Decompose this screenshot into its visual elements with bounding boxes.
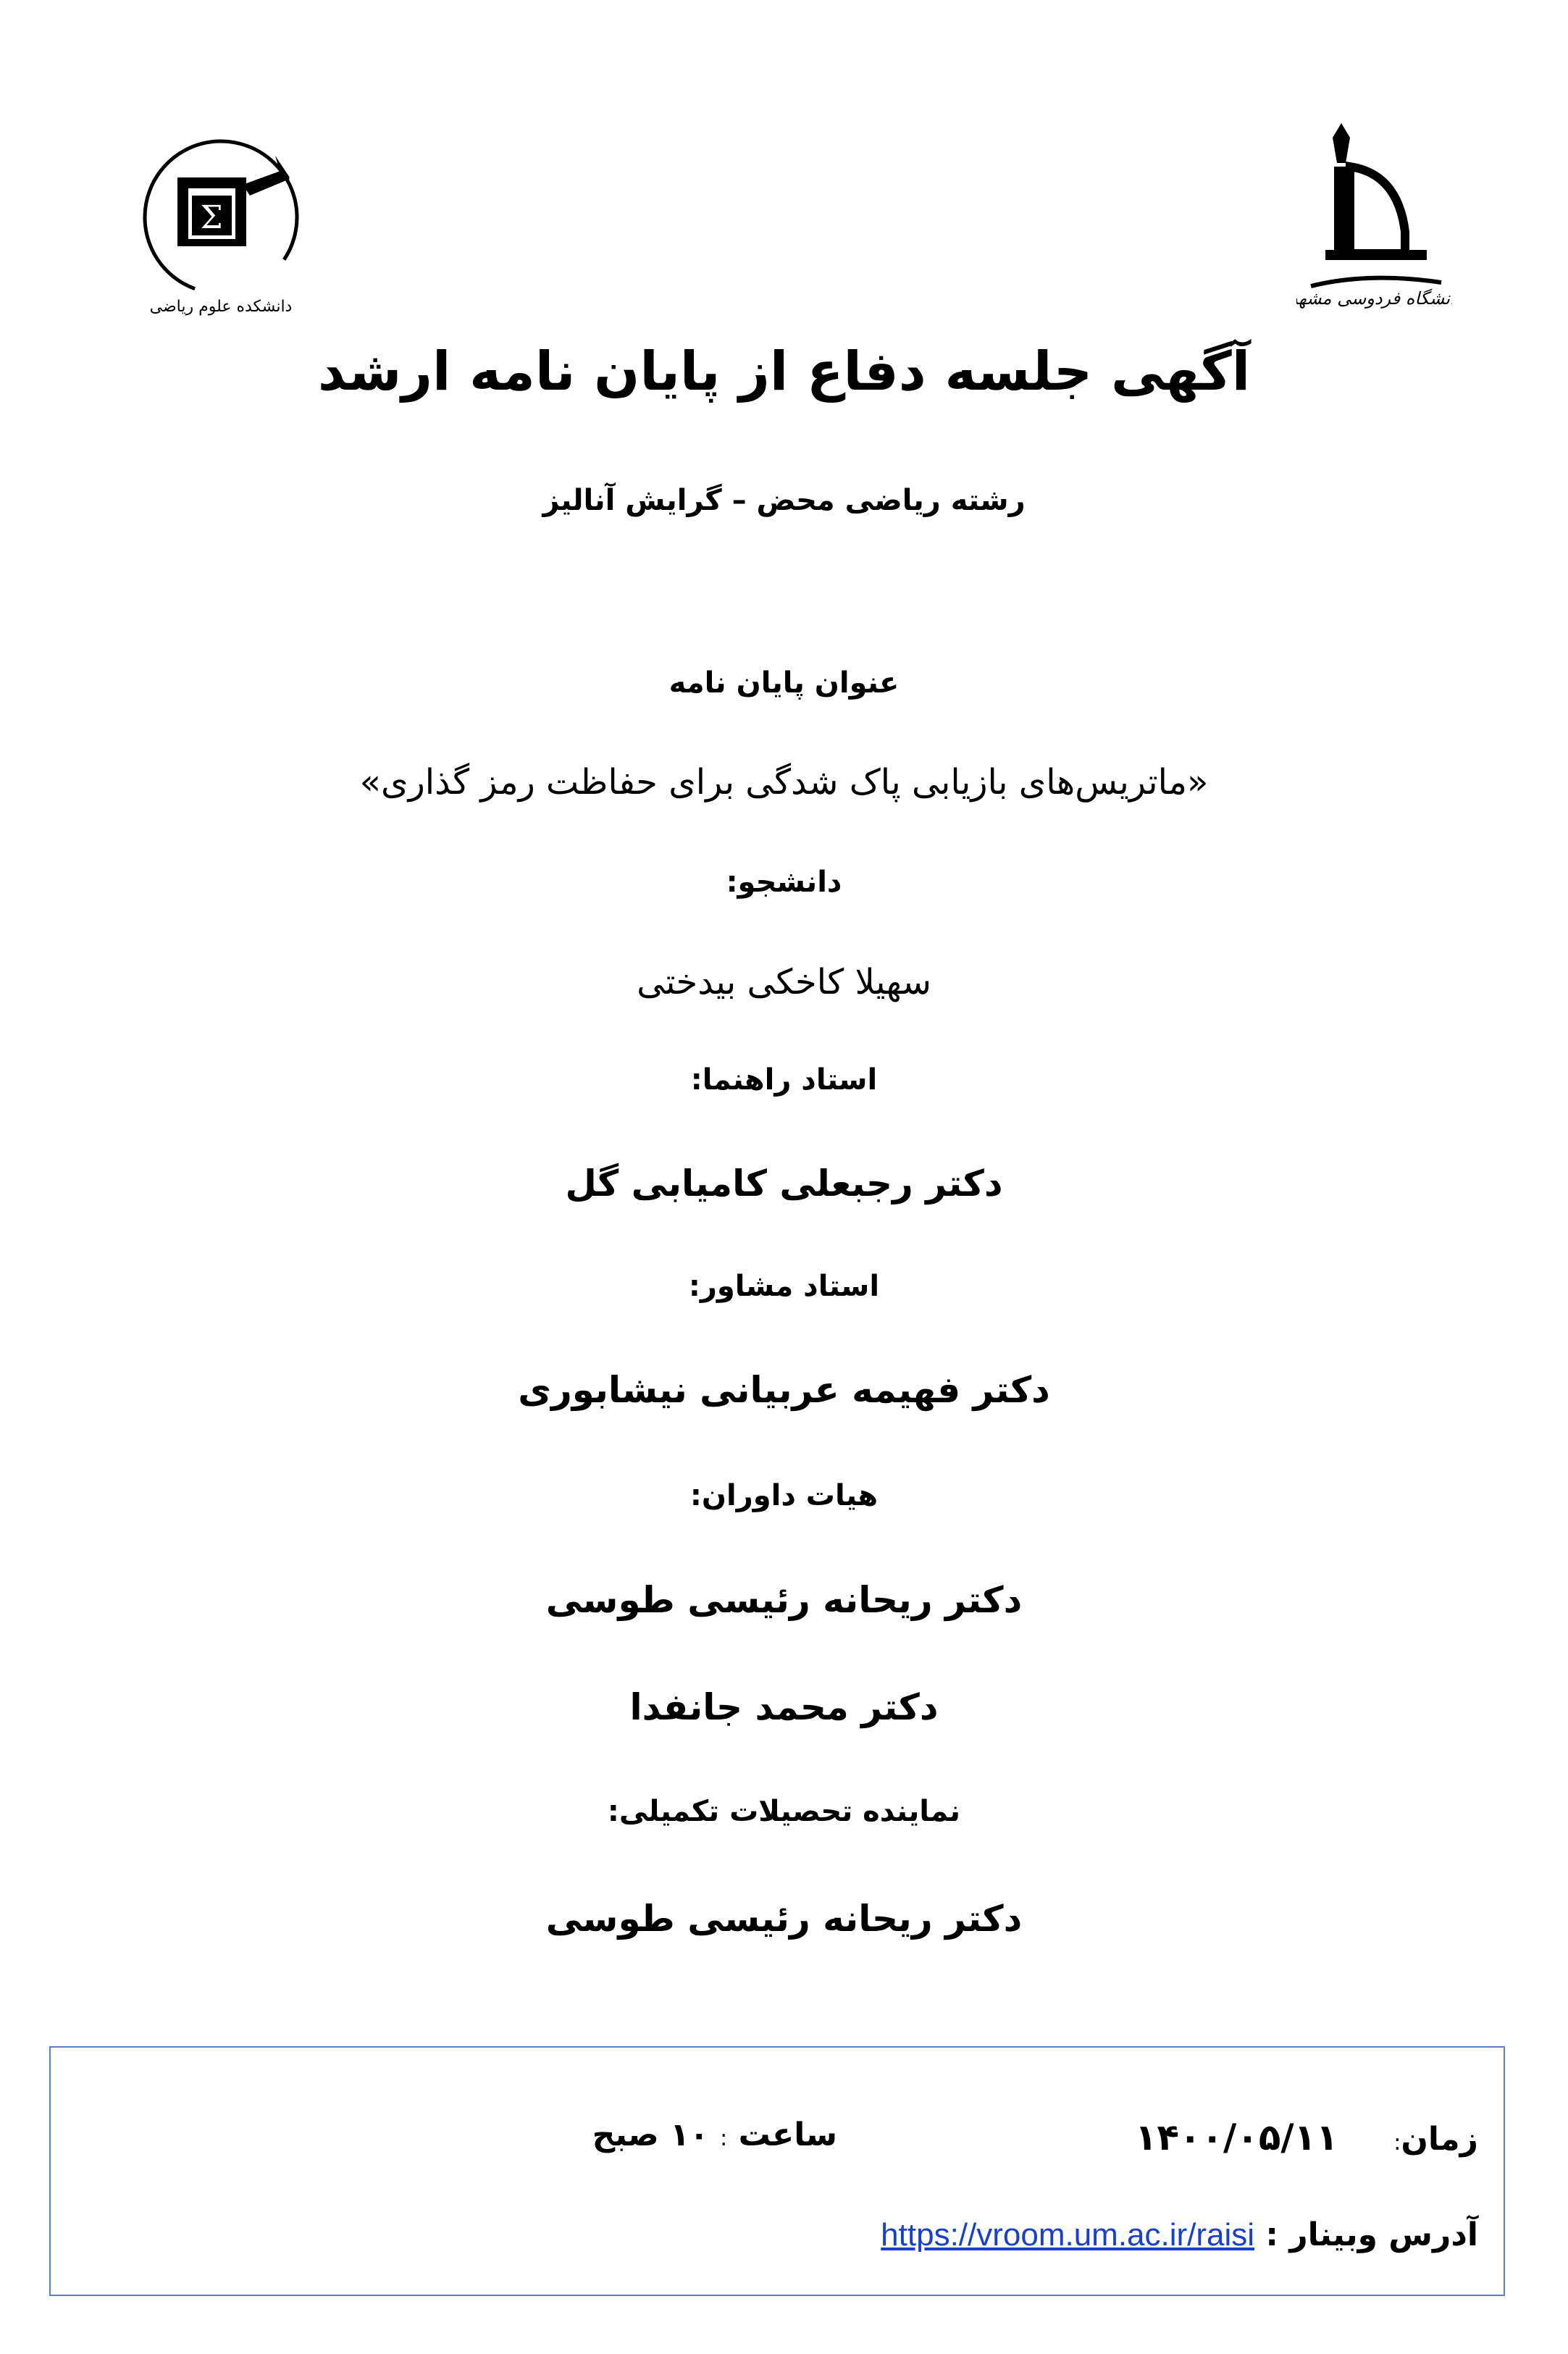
representative-name: دکتر ریحانه رئیسی طوسی bbox=[545, 1898, 1023, 1940]
webinar-label: آدرس وبینار : bbox=[1265, 2216, 1478, 2253]
representative-label: نماینده تحصیلات تکمیلی: bbox=[607, 1795, 961, 1828]
svg-text:Σ: Σ bbox=[200, 199, 223, 236]
svg-text:دانشکده علوم ریاضی: دانشکده علوم ریاضی bbox=[149, 298, 293, 316]
advisor-name: دکتر فهیمه عربیانی نیشابوری bbox=[518, 1369, 1050, 1411]
thesis-title-label: عنوان پایان نامه bbox=[668, 666, 900, 700]
thesis-title: «ماتریس‌های بازیابی پاک شدگی برای حفاظت رمز گذاری» bbox=[359, 762, 1209, 803]
student-name: سهیلا کاخکی بیدختی bbox=[637, 962, 931, 1002]
time-row: ساعت : ۱۰ صبح bbox=[592, 2116, 837, 2153]
jury-member: دکتر محمد جانفدا bbox=[629, 1686, 939, 1728]
date-label: زمان bbox=[1401, 2121, 1478, 2158]
date-row: زمان: ۱۴۰۰/۰۵/۱۱ bbox=[1134, 2116, 1478, 2158]
advisor-label: استاد مشاور: bbox=[688, 1270, 880, 1303]
student-label: دانشجو: bbox=[726, 866, 842, 899]
page-subtitle: رشته ریاضی محض – گرایش آنالیز bbox=[542, 484, 1026, 517]
page-title: آگهی جلسه دفاع از پایان نامه ارشد bbox=[317, 340, 1251, 403]
university-logo bbox=[1296, 123, 1452, 311]
supervisor-name: دکتر رجبعلی کامیابی گل bbox=[565, 1163, 1003, 1205]
webinar-row bbox=[881, 2216, 1478, 2253]
faculty-logo bbox=[134, 127, 315, 326]
date-value: ۱۴۰۰/۰۵/۱۱ bbox=[1134, 2116, 1338, 2158]
jury-member: دکتر ریحانه رئیسی طوسی bbox=[545, 1579, 1023, 1621]
time-label: ساعت bbox=[738, 2116, 837, 2153]
webinar-link[interactable]: https://vroom.um.ac.ir/raisi bbox=[881, 2217, 1255, 2253]
supervisor-label: استاد راهنما: bbox=[690, 1063, 878, 1097]
event-info-box bbox=[49, 2046, 1505, 2296]
jury-label: هیات داوران: bbox=[689, 1479, 879, 1512]
svg-text:دانشگاه فردوسی مشهد: دانشگاه فردوسی مشهد bbox=[1296, 288, 1452, 309]
time-value: ۱۰ صبح bbox=[592, 2116, 709, 2153]
